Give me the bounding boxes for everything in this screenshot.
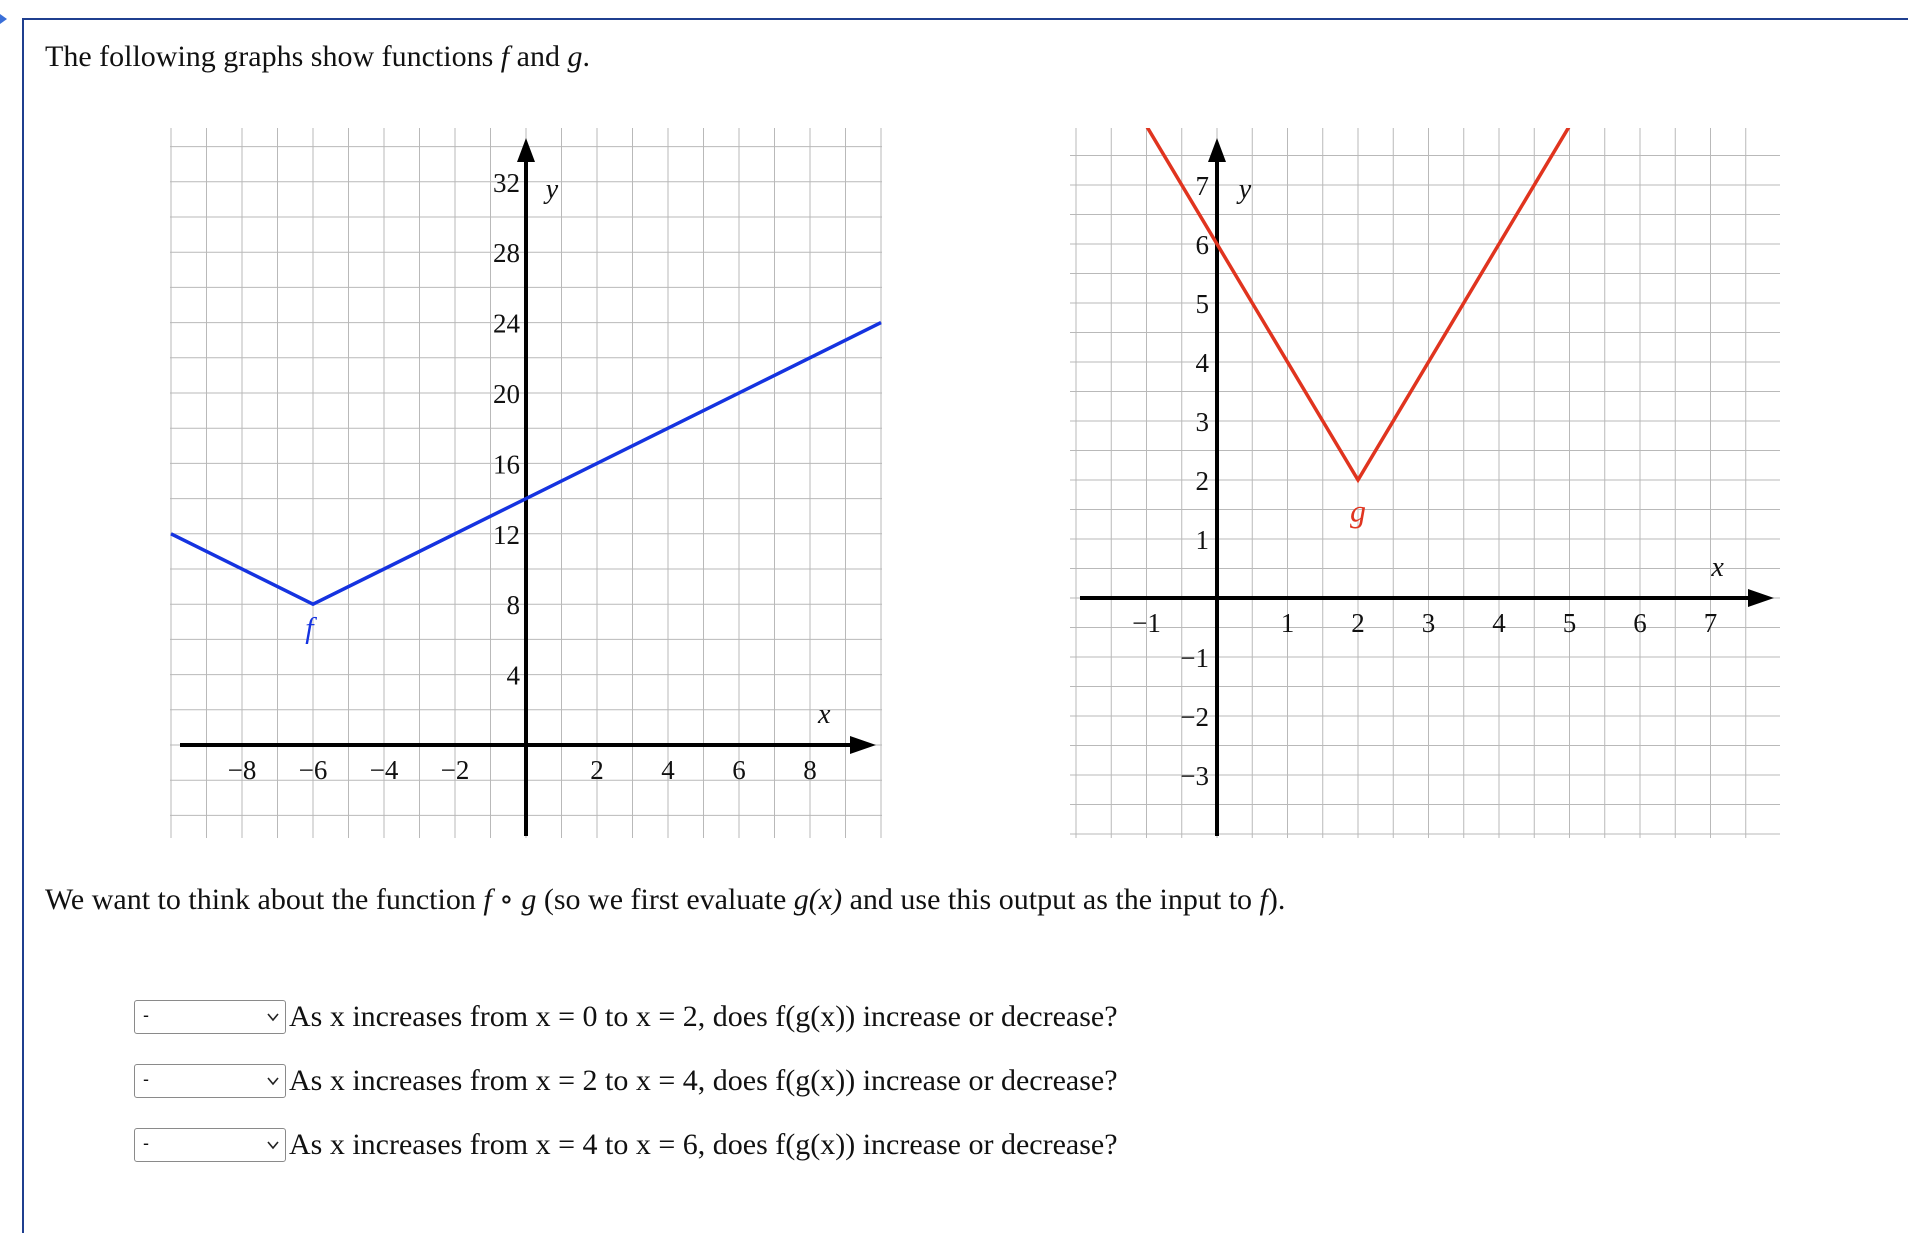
- y-tick-label: 20: [493, 379, 520, 409]
- y-axis-arrow: [1208, 138, 1226, 162]
- question-close: ).: [1267, 883, 1286, 916]
- intro-g: g: [567, 40, 583, 73]
- curve-label-g: g: [1350, 492, 1366, 529]
- y-tick-label: −2: [1180, 702, 1209, 732]
- x-axis-arrow: [1748, 589, 1774, 607]
- question-composition: f ∘ g: [483, 883, 537, 916]
- dropdown-value: -: [143, 1005, 149, 1025]
- x-tick-label: 4: [1492, 608, 1506, 638]
- y-axis-label: y: [545, 174, 559, 205]
- question-text-start: We want to think about the function: [45, 883, 484, 916]
- y-tick-label: 4: [1195, 348, 1209, 378]
- x-tick-label: −4: [369, 755, 399, 785]
- chevron-down-icon: [267, 1011, 279, 1023]
- question-text-middle: (so we first evaluate: [536, 883, 794, 916]
- dropdown-prompt-2: As x increases from x = 2 to x = 4, does f(g(x)) increase or decrease?: [289, 1064, 1118, 1097]
- chevron-down-icon: [267, 1075, 279, 1087]
- intro-text-start: The following graphs show functions: [45, 40, 501, 73]
- answer-dropdown-2[interactable]: [134, 1064, 286, 1098]
- intro-period: .: [582, 40, 590, 73]
- y-tick-label: 4: [506, 660, 520, 691]
- chevron-down-icon: [267, 1139, 279, 1151]
- x-tick-label: 5: [1562, 608, 1577, 638]
- x-tick-label: 2: [590, 755, 604, 785]
- intro-f: f: [500, 40, 510, 73]
- left-margin-marker: [0, 14, 7, 24]
- x-tick-label: −1: [1132, 608, 1161, 638]
- graph-f: [170, 128, 882, 838]
- intro-and: and: [509, 40, 568, 73]
- answer-dropdown-1[interactable]: [134, 1000, 286, 1034]
- y-tick-label: 1: [1195, 525, 1209, 555]
- answer-dropdown-3[interactable]: [134, 1128, 286, 1162]
- dropdown-value: -: [143, 1133, 149, 1153]
- y-tick-label: −3: [1180, 761, 1209, 791]
- y-tick-label: 24: [493, 308, 520, 339]
- y-tick-label: 28: [493, 238, 520, 269]
- y-tick-label: 6: [1195, 230, 1209, 260]
- dropdown-value: -: [143, 1069, 149, 1089]
- y-tick-label: 3: [1195, 407, 1209, 437]
- question-g-of-x: g(x): [793, 883, 843, 916]
- y-tick-label: 5: [1195, 289, 1209, 319]
- y-tick-label: 8: [506, 590, 520, 621]
- x-tick-label: 4: [661, 755, 675, 785]
- x-axis-label: x: [1711, 552, 1724, 583]
- dropdown-prompt-3: As x increases from x = 4 to x = 6, does f(g(x)) increase or decrease?: [289, 1128, 1118, 1161]
- x-tick-label: 7: [1703, 608, 1718, 638]
- answer-row-1: [134, 999, 1118, 1035]
- y-axis-label: y: [1238, 174, 1252, 205]
- x-axis-arrow: [850, 736, 876, 754]
- x-tick-label: −8: [227, 755, 257, 785]
- x-tick-label: −6: [298, 755, 328, 785]
- x-tick-label: 6: [732, 755, 746, 785]
- y-tick-label: 32: [493, 167, 520, 198]
- question-text-after: and use this output as the input to: [842, 883, 1260, 916]
- x-tick-label: 8: [803, 755, 817, 785]
- graph-g: [1070, 128, 1780, 838]
- x-tick-label: 2: [1351, 608, 1365, 638]
- y-tick-label: 12: [493, 519, 520, 550]
- y-tick-label: 2: [1195, 466, 1209, 496]
- x-axis-label: x: [817, 699, 831, 730]
- composition-question: [45, 882, 1285, 917]
- x-tick-label: 6: [1633, 608, 1647, 638]
- y-tick-label: −1: [1180, 643, 1209, 673]
- answer-row-3: [134, 1127, 1118, 1163]
- answer-row-2: [134, 1063, 1118, 1099]
- x-tick-label: 3: [1421, 608, 1436, 638]
- dropdown-prompt-1: As x increases from x = 0 to x = 2, does f(g(x)) increase or decrease?: [289, 1000, 1118, 1033]
- question-f: f: [1259, 883, 1268, 916]
- y-axis-arrow: [517, 138, 535, 162]
- x-tick-label: −2: [440, 755, 470, 785]
- y-tick-label: 16: [493, 449, 520, 480]
- curve-label-f: f: [305, 611, 314, 645]
- y-tick-label: 7: [1195, 171, 1209, 201]
- x-tick-label: 1: [1280, 608, 1295, 638]
- intro-text: [45, 40, 590, 74]
